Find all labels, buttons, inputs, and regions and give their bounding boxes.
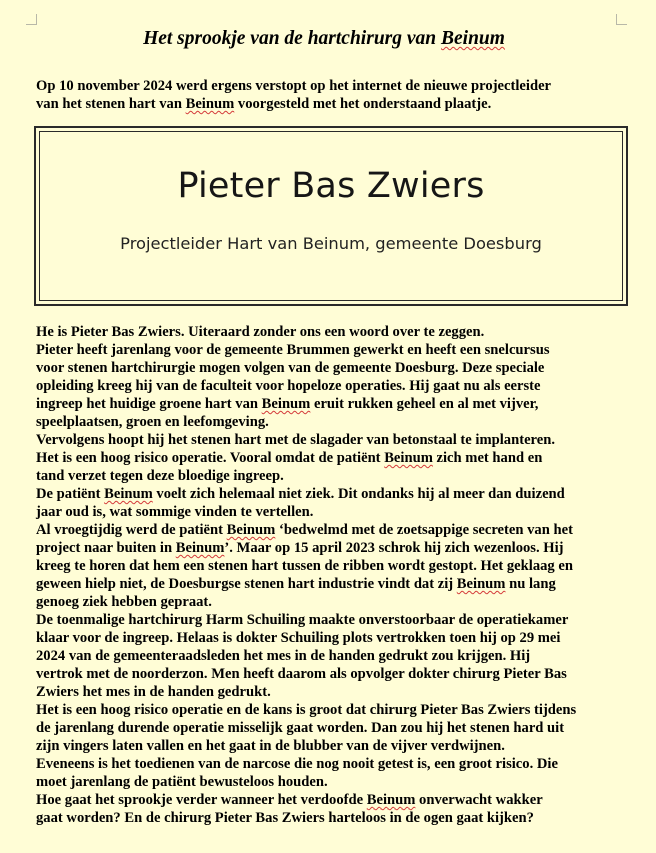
body-line: He is Pieter Bas Zwiers. Uiteraard zonder ons een woord over te zeggen. bbox=[36, 324, 485, 340]
body-line: kreeg te horen dat hem een stenen hart tussen de ribben wordt gestopt. Het geklaag en bbox=[36, 558, 573, 574]
body-line: voor stenen hartchirurgie mogen volgen van de gemeente Doesburg. Deze speciale bbox=[36, 360, 545, 376]
body-line: speelplaatsen, groen en leefomgeving. bbox=[36, 414, 269, 430]
body-line: Zwiers het mes in de handen gedrukt. bbox=[36, 684, 271, 700]
body-line: Vervolgens hoopt hij het stenen hart met de slagader van betonstaal te implanteren. bbox=[36, 432, 556, 448]
body-line: de jarenlang durende operatie misselijk gaat worden. Dan zou hij het stenen hard uit bbox=[36, 720, 565, 736]
body-line: vertrok met de noorderzon. Men heeft daarom als opvolger dokter chirurg Pieter Bas bbox=[36, 666, 567, 682]
body-line: Het is een hoog risico operatie en de kans is groot dat chirurg Pieter Bas Zwiers tijdens bbox=[36, 702, 577, 718]
body-line: jaar oud is, wat sommige vinden te vertellen. bbox=[36, 504, 314, 520]
body-line: klaar voor de ingreep. Helaas is dokter Schuiling plots vertrokken toen hij op 29 mei bbox=[36, 630, 561, 646]
document-title: Het sprookje van de hartchirurg van Beinum bbox=[143, 28, 505, 49]
body-line: 2024 van de gemeenteraadsleden het mes in de handen gedrukt zou krijgen. Hij bbox=[36, 648, 531, 664]
body-line: Al vroegtijdig werd de patiënt Beinum ‘bedwelmd met de zoetsappige secreten van het bbox=[36, 522, 573, 538]
intro-paragraph bbox=[36, 77, 616, 113]
business-card-image bbox=[34, 126, 628, 306]
body-line: moet jarenlang de patiënt bewusteloos houden. bbox=[36, 774, 328, 790]
margin-corner-top-left bbox=[26, 14, 37, 25]
body-line: Hoe gaat het sprookje verder wanneer het verdoofde Beinum onverwacht wakker bbox=[36, 792, 543, 808]
body-text bbox=[36, 323, 626, 827]
body-line: De toenmalige hartchirurg Harm Schuiling maakte onverstoorbaar de operatiekamer bbox=[36, 612, 569, 628]
card-name: Pieter Bas Zwiers bbox=[177, 166, 485, 206]
body-line: geween hielp niet, de Doesburgse stenen hart industrie vindt dat zij Beinum nu lang bbox=[36, 576, 556, 592]
intro-line: van het stenen hart van Beinum voorgesteld met het onderstaand plaatje. bbox=[36, 96, 492, 112]
body-line: tand verzet tegen deze bloedige ingreep. bbox=[36, 468, 284, 484]
body-line: Het is een hoog risico operatie. Vooral omdat de patiënt Beinum zich met hand en bbox=[36, 450, 543, 466]
body-line: zijn vingers laten vallen en het gaat in de blubber van de vijver verdwijnen. bbox=[36, 738, 505, 754]
body-line: De patiënt Beinum voelt zich helemaal niet ziek. Dit ondanks hij al meer dan duizend bbox=[36, 486, 565, 502]
body-line: opleiding kreeg hij van de faculteit voor hopeloze operaties. Hij gaat nu als eerste bbox=[36, 378, 541, 394]
body-line: Pieter heeft jarenlang voor de gemeente Brummen gewerkt en heeft een snelcursus bbox=[36, 342, 550, 358]
body-line: Eveneens is het toedienen van de narcose die nog nooit getest is, een groot risico. Die bbox=[36, 756, 558, 772]
intro-line: Op 10 november 2024 werd ergens verstopt op het internet de nieuwe projectleider bbox=[36, 78, 552, 94]
card-inner-frame bbox=[39, 131, 623, 301]
body-line: genoeg ziek hebben gepraat. bbox=[36, 594, 212, 610]
body-line: project naar buiten in Beinum’. Maar op 15 april 2023 schrok hij zich wezenloos. Hij bbox=[36, 540, 564, 556]
body-line: gaat worden? En de chirurg Pieter Bas Zwiers harteloos in de ogen gaat kijken? bbox=[36, 810, 534, 826]
margin-corner-top-right bbox=[616, 14, 627, 25]
card-role: Projectleider Hart van Beinum, gemeente Doesburg bbox=[120, 234, 542, 253]
body-line: ingreep het huidige groene hart van Beinum eruit rukken geheel en al met vijver, bbox=[36, 396, 539, 412]
